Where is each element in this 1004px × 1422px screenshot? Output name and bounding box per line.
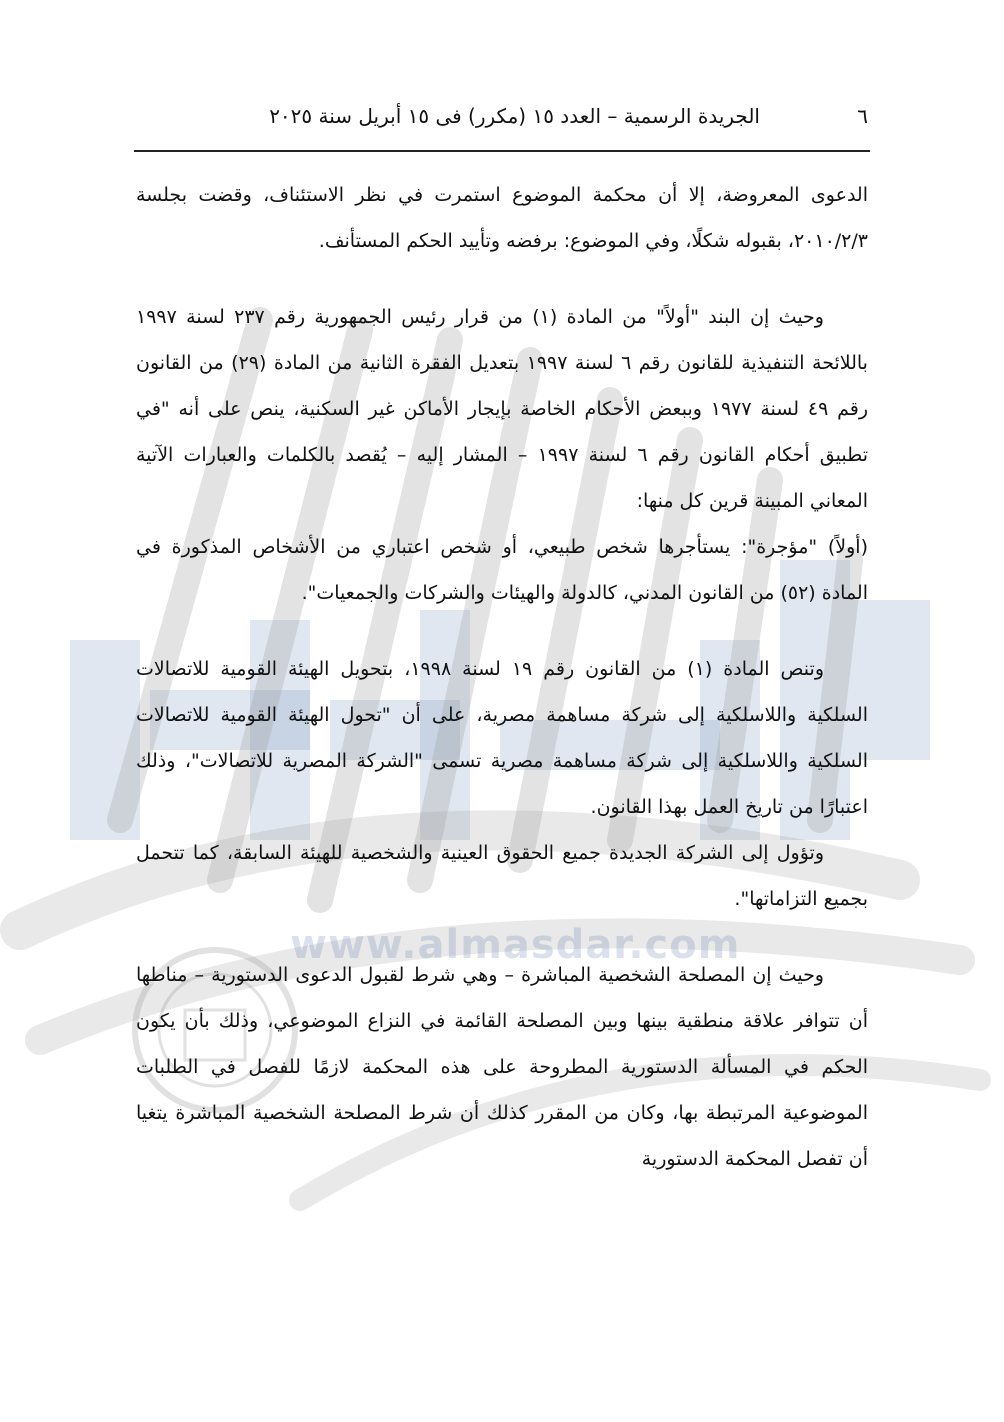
header-divider [134, 150, 870, 152]
paragraph-2: وحيث إن البند "أولاً" من المادة (١) من قرار رئيس الجمهورية رقم ٢٣٧ لسنة ١٩٩٧ باللائحة التنفيذية للقانون رقم ٦ لسنة ١٩٩٧ بتعديل الفقرة الثانية من المادة (٢٩) من القانون رقم ٤٩ لسنة ١٩٧٧ وببعض الأحكام الخاصة بإيجار الأماكن غير السكنية، ينص على أنه "في تطبيق أحكام القانون رقم ٦ لسنة ١٩٩٧ – المشار إليه – يُقصد بالكلمات والعبارات الآتية المعاني المبينة قرين كل منها: [136, 306, 868, 512]
paragraph-3: (أولاً) "مؤجرة": يستأجرها شخص طبيعي، أو شخص اعتباري من الأشخاص المذكورة في المادة (٥٢) من القانون المدني، كالدولة والهيئات والشركات والجمعيات". [136, 536, 868, 604]
paragraph-6: وحيث إن المصلحة الشخصية المباشرة – وهي شرط لقبول الدعوى الدستورية – مناطها أن تتوافر علاقة منطقية بينها وبين المصلحة القائمة في النزاع الموضوعي، وذلك بأن يكون الحكم في المسألة الدستورية المطروحة على هذه المحكمة لازمًا للفصل في الطلبات الموضوعية المرتبطة بها، وكان من المقرر كذلك أن شرط المصلحة الشخصية المباشرة يتغيا أن تفصل المحكمة الدستورية [136, 964, 868, 1170]
watermark-url: www.almasdar.com [290, 922, 741, 968]
page-number: ٦ [857, 104, 868, 128]
page-header [136, 100, 868, 140]
gazette-title: الجريدة الرسمية – العدد ١٥ (مكرر) فى ١٥ أبريل سنة ٢٠٢٥ [269, 104, 760, 128]
paragraph-1: الدعوى المعروضة، إلا أن محكمة الموضوع استمرت في نظر الاستئناف، وقضت بجلسة ٢٠١٠/٢/٣، بقبوله شكلًا، وفي الموضوع: برفضه وتأييد الحكم المستأنف. [136, 184, 868, 252]
paragraph-4: وتنص المادة (١) من القانون رقم ١٩ لسنة ١٩٩٨، بتحويل الهيئة القومية للاتصالات السلكية واللاسلكية إلى شركة مساهمة مصرية، على أن "تحول الهيئة القومية للاتصالات السلكية واللاسلكية إلى شركة مساهمة مصرية تسمى "الشركة المصرية للاتصالات"، وذلك اعتبارًا من تاريخ العمل بهذا القانون. [136, 658, 868, 818]
document-body [136, 172, 868, 1182]
paragraph-5: وتؤول إلى الشركة الجديدة جميع الحقوق العينية والشخصية للهيئة السابقة، كما تتحمل بجميع التزاماتها". [136, 842, 868, 910]
